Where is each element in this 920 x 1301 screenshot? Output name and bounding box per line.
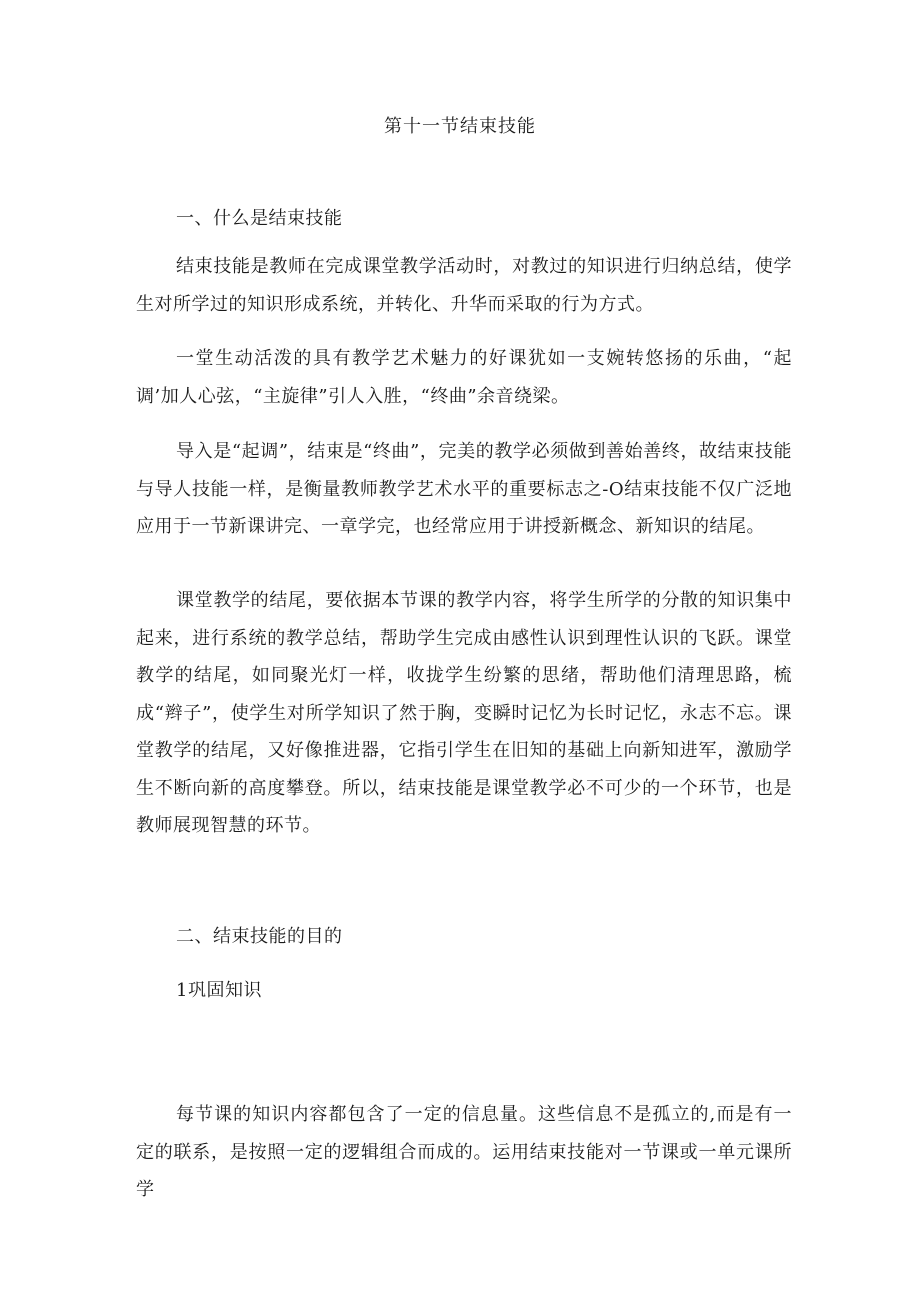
paragraph-intro-vs-ending: 导入是“起调”，结束是“终曲”，完美的教学必须做到善始善终，故结束技能与导人技能一样，是衡量教师教学艺术水平的重要标志之-O结束技能不仅广泛地应用于一节新课讲完、一章学完，也经常应用于讲授新概念、新知识的结尾。 [136, 441, 792, 537]
paragraph-information-content: 每节课的知识内容都包含了一定的信息量。这些信息不是孤立的,而是有一定的联系，是按照一定的逻辑组合而成的。运用结束技能对一节课或一单元课所学 [136, 1104, 792, 1200]
section-heading-purpose: 二、结束技能的目的 [176, 926, 343, 947]
document-title: 第十一节结束技能 [384, 116, 536, 137]
paragraph-music-metaphor: 一堂生动活泼的具有教学艺术魅力的好课犹如一支婉转悠扬的乐曲，“起调’加人心弦，“主旋律”引人入胜，“终曲”余音绕梁。 [136, 348, 792, 407]
subheading-consolidate-knowledge: 1巩固知识 [176, 980, 262, 1001]
paragraph-definition: 结束技能是教师在完成课堂教学活动时，对教过的知识进行归纳总结，使学生对所学过的知识形成系统，并转化、升华而采取的行为方式。 [136, 256, 792, 315]
paragraph-lesson-ending: 课堂教学的结尾，要依据本节课的教学内容，将学生所学的分散的知识集中起来，进行系统的教学总结，帮助学生完成由感性认识到理性认识的飞跃。课堂教学的结尾，如同聚光灯一样，收拢学生纷繁的思绪，帮助他们清理思路，梳成“辫子”，使学生对所学知识了然于胸，变瞬时记忆为长时记忆，永志不忘。课堂教学的结尾，又好像推进器，它指引学生在旧知的基础上向新知进军，激励学生不断向新的高度攀登。所以，结束技能是课堂教学必不可少的一个环节，也是教师展现智慧的环节。 [136, 590, 792, 836]
section-heading-what-is: 一、什么是结束技能 [176, 208, 343, 229]
